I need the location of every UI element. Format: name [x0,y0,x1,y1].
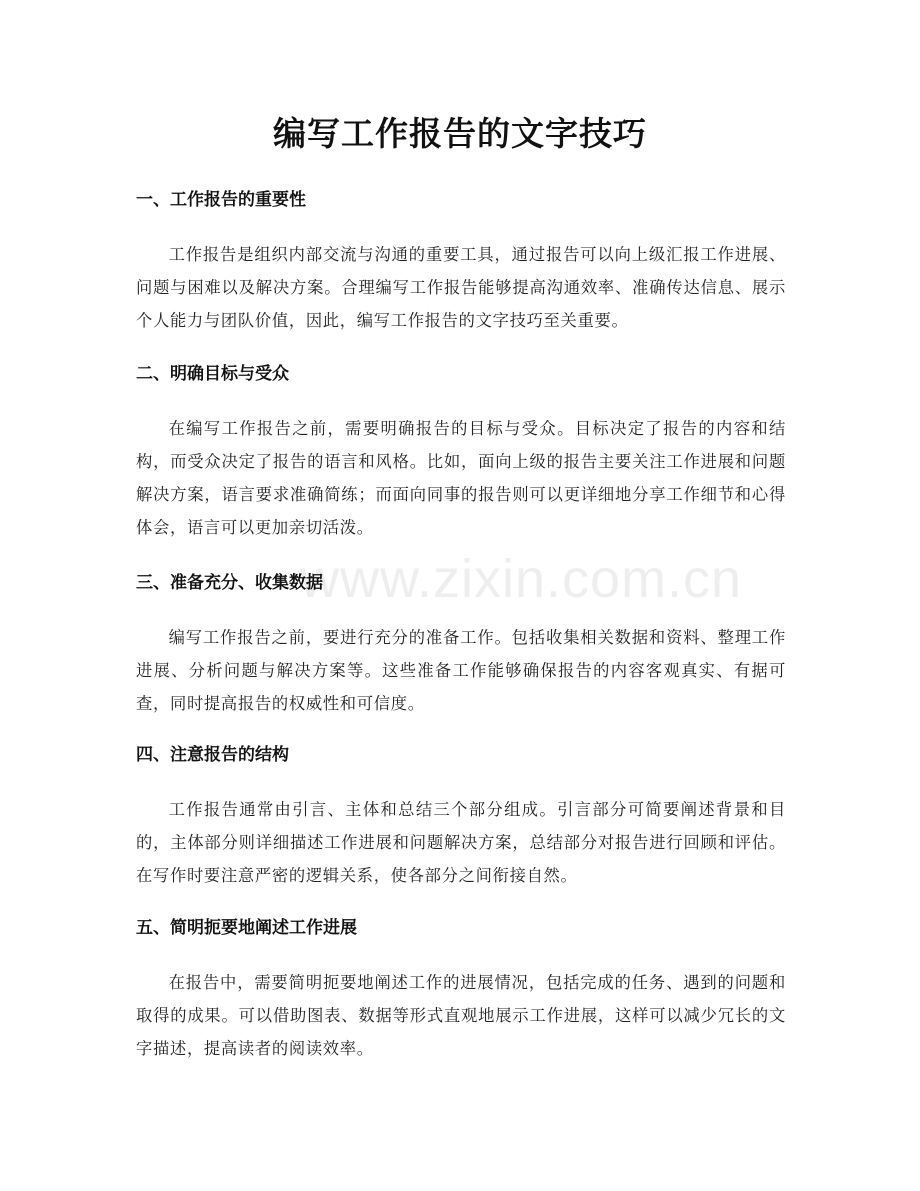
document-title: 编写工作报告的文字技巧 [273,114,647,153]
section-paragraph: 在编写工作报告之前，需要明确报告的目标与受众。目标决定了报告的内容和结构，而受众决定了报告的语言和风格。比如，面向上级的报告主要关注工作进展和问题解决方案，语言要求准确简练；而面向同事的报告则可以更详细地分享工作细节和心得体会，语言可以更加亲切活泼。 [136,419,786,537]
section-paragraph: 工作报告是组织内部交流与沟通的重要工具，通过报告可以向上级汇报工作进展、问题与困难以及解决方案。合理编写工作报告能够提高沟通效率、准确传达信息、展示个人能力与团队价值，因此，编写工作报告的文字技巧至关重要。 [136,245,786,330]
watermark: www.zixin.com.cn [300,549,743,609]
section-goals-audience [136,362,786,544]
section-heading: 二、明确目标与受众 [136,364,289,384]
section-structure [136,743,786,892]
section-paragraph: 在报告中，需要简明扼要地阐述工作的进展情况，包括完成的任务、遇到的问题和取得的成果。可以借助图表、数据等形式直观地展示工作进展，这样可以减少冗长的文字描述，提高读者的阅读效率。 [136,973,786,1058]
section-heading: 三、准备充分、收集数据 [136,573,323,593]
section-paragraph: 工作报告通常由引言、主体和总结三个部分组成。引言部分可简要阐述背景和目的，主体部分则详细描述工作进展和问题解决方案，总结部分对报告进行回顾和评估。在写作时要注意严密的逻辑关系，使各部分之间衔接自然。 [136,800,786,885]
section-heading: 五、简明扼要地阐述工作进展 [136,918,357,938]
section-progress [136,916,786,1065]
section-preparation [136,571,786,720]
section-importance [136,188,786,337]
section-heading: 一、工作报告的重要性 [136,190,306,210]
section-paragraph: 编写工作报告之前，要进行充分的准备工作。包括收集相关数据和资料、整理工作进展、分析问题与解决方案等。这些准备工作能够确保报告的内容客观真实、有据可查，同时提高报告的权威性和可信度。 [136,628,786,713]
section-heading: 四、注意报告的结构 [136,745,289,765]
